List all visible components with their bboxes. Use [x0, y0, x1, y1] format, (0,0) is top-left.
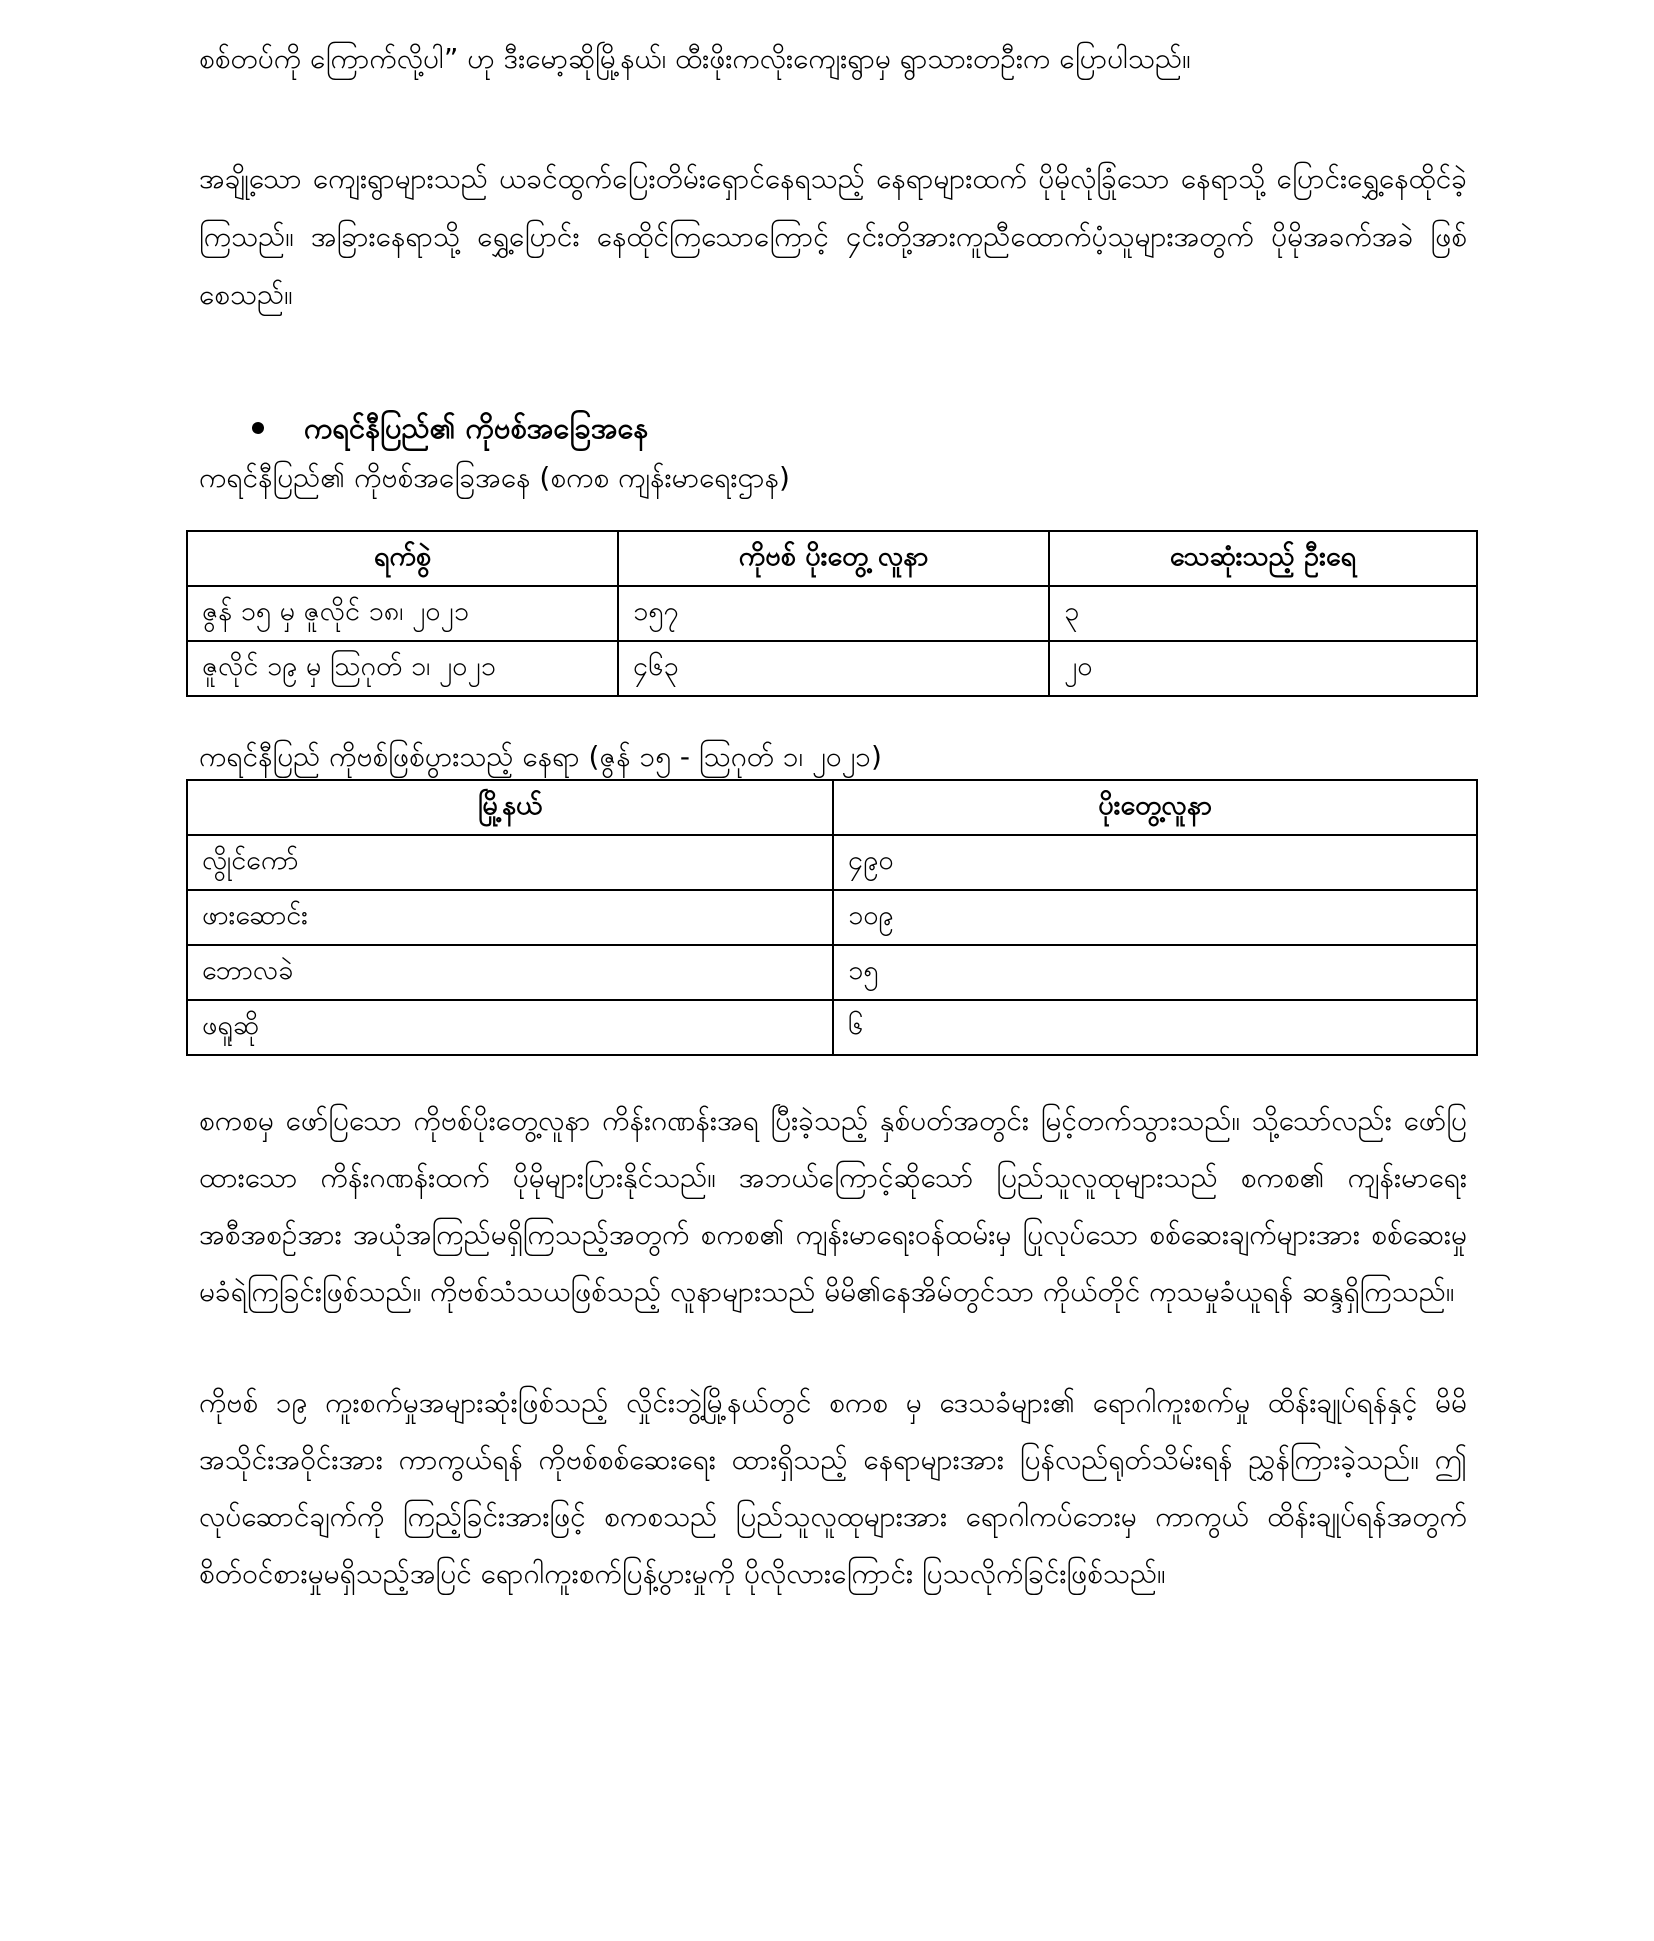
table-row [187, 835, 1477, 890]
paragraph-3: စကစမှ ဖော်ပြသော ကိုဗစ်ပိုးတွေ့လူနာ ကိန်းဂဏန်းအရ ပြီးခဲ့သည့် နှစ်ပတ်အတွင်း မြင့်တက်သွားသည်။ သို့သော်လည်း ဖော်ပြထားသော ကိန်းဂဏန်းထက် ပိုမိုများပြားနိုင်သည်။ အဘယ်ကြောင့်ဆိုသော် ပြည်သူလူထုများသည် စကစ၏ ကျန်းမာရေးအစီအစဉ်အား အယုံအကြည်မရှိကြသည့်အတွက် စကစ၏ ကျန်းမာရေးဝန်ထမ်းမှ ပြုလုပ်သော စစ်ဆေးချက်များအား စစ်ဆေးမှုမခံရဲကြခြင်းဖြစ်သည်။ ကိုဗစ်သံသယဖြစ်သည့် လူနာများသည် မိမိ၏နေအိမ်တွင်သာ ကိုယ်တိုင် ကုသမှုခံယူရန် ဆန္ဒရှိကြသည်။ [199, 1104, 1467, 1308]
table-cell: ၁၀၉ [833, 890, 1477, 945]
table-cell: ၁၅ [833, 945, 1477, 1000]
table-row [187, 890, 1477, 945]
section-heading [252, 408, 1467, 448]
table-cell: ဘောလခဲ [187, 945, 833, 1000]
paragraph-4: ကိုဗစ် ၁၉ ကူးစက်မှုအများဆုံးဖြစ်သည့် လှိုင်းဘွဲ့မြို့နယ်တွင် စကစ မှ ဒေသခံများ၏ ရောဂါကူးစက်မှု ထိန်းချုပ်ရန်နှင့် မိမိအသိုင်းအဝိုင်းအား ကာကွယ်ရန် ကိုဗစ်စစ်ဆေးရေး ထားရှိသည့် နေရာများအား ပြန်လည်ရုတ်သိမ်းရန် ညွှန်ကြားခဲ့သည်။ ဤလုပ်ဆောင်ချက်ကို ကြည့်ခြင်းအားဖြင့် စကစသည် ပြည်သူလူထုများအား ရောဂါကပ်ဘေးမှ ကာကွယ် ထိန်းချုပ်ရန်အတွက် စိတ်ဝင်စားမှုမရှိသည့်အပြင် ရောဂါကူးစက်ပြန့်ပွားမှုကို ပိုလိုလားကြောင်း ပြသလိုက်ခြင်းဖြစ်သည်။ [199, 1386, 1467, 1590]
table-row [187, 641, 1477, 696]
table-header-row [187, 780, 1477, 835]
table2-caption: ကရင်နီပြည် ကိုဗစ်ဖြစ်ပွားသည့် နေရာ (ဇွန် ၁၅ - သြဂုတ် ၁၊ ၂၀၂၁) [199, 740, 882, 773]
table-cell: ၄၉၀ [833, 835, 1477, 890]
table-row [187, 945, 1477, 1000]
table-row [187, 586, 1477, 641]
covid-township-table [186, 779, 1478, 1056]
document-page [199, 30, 1467, 1602]
table-header-cell: ကိုဗစ် ပိုးတွေ့ လူနာ [618, 531, 1049, 586]
table-cell: လွိုင်ကော် [187, 835, 833, 890]
table-row [187, 1000, 1477, 1055]
table-cell: ၁၅၇ [618, 586, 1049, 641]
bullet-icon [252, 422, 264, 434]
table-cell: ဖားဆောင်း [187, 890, 833, 945]
table-cell: ၆ [833, 1000, 1477, 1055]
section-heading-text: ကရင်နီပြည်၏ ကိုဗစ်အခြေအနေ [304, 411, 649, 445]
table-header-cell: ရက်စွဲ [187, 531, 618, 586]
table-header-cell: မြို့နယ် [187, 780, 833, 835]
table-cell: ၄၆၃ [618, 641, 1049, 696]
paragraph-1: စစ်တပ်ကို ကြောက်လို့ပါ” ဟု ဒီးမော့ဆိုမြို့နယ်၊ ထီးဖိုးကလိုးကျေးရွာမှ ရွာသားတဦးက ပြောပါသည်။ [199, 42, 1191, 75]
table-header-row [187, 531, 1477, 586]
table-header-cell: သေဆုံးသည့် ဦးရေ [1049, 531, 1477, 586]
table-cell: ဇွန် ၁၅ မှ ဇူလိုင် ၁၈၊ ၂၀၂၁ [187, 586, 618, 641]
table-cell: ၂၀ [1049, 641, 1477, 696]
table1-caption: ကရင်နီပြည်၏ ကိုဗစ်အခြေအနေ (စကစ ကျန်းမာရေးဌာန) [199, 461, 790, 494]
covid-status-table [186, 530, 1478, 697]
table-cell: ဖရူဆို [187, 1000, 833, 1055]
table-header-cell: ပိုးတွေ့လူနာ [833, 780, 1477, 835]
table-cell: ၃ [1049, 586, 1477, 641]
table-cell: ဇူလိုင် ၁၉ မှ သြဂုတ် ၁၊ ၂၀၂၁ [187, 641, 618, 696]
paragraph-2: အချို့သော ကျေးရွာများသည် ယခင်ထွက်ပြေးတိမ်းရှောင်နေရသည့် နေရာများထက် ပိုမိုလုံခြုံသော နေရာသို့ ပြောင်းရွှေ့နေထိုင်ခဲ့ကြသည်။ အခြားနေရာသို့ ရွှေ့ပြောင်း နေထိုင်ကြသောကြောင့် ၄င်းတို့အားကူညီထောက်ပံ့သူများအတွက် ပိုမိုအခက်အခဲ ဖြစ်စေသည်။ [199, 162, 1467, 311]
